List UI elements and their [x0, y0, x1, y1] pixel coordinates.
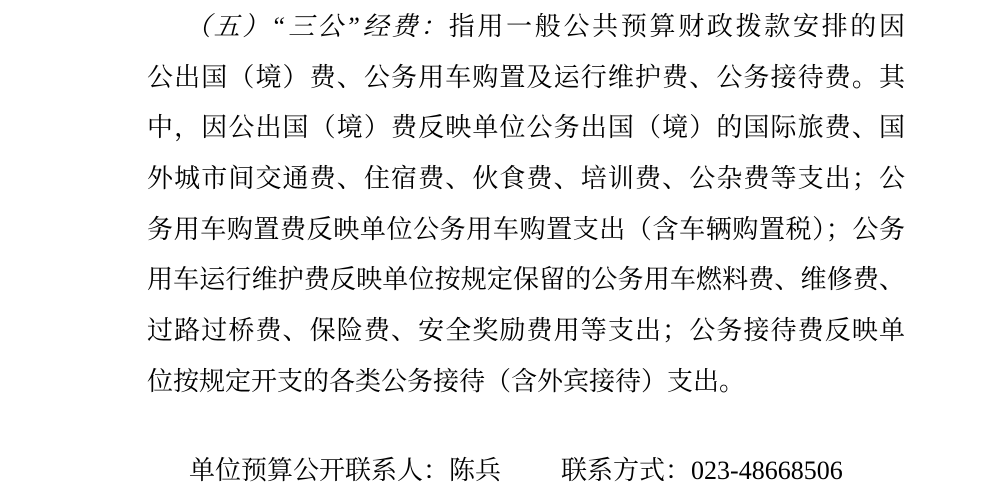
contact-person-label: 单位预算公开联系人： [189, 456, 450, 485]
paragraph-line-1-text: 指用一般公共预算财政拨款安排的因 [448, 12, 905, 41]
contact-phone-number: 023-48668506 [691, 456, 843, 485]
paragraph-line-4: 外城市间交通费、住宿费、伙食费、培训费、公杂费等支出；公 [147, 164, 905, 194]
paragraph-line-8: 位按规定开支的各类公务接待（含外宾接待）支出。 [147, 366, 746, 396]
paragraph-line-7: 过路过桥费、保险费、安全奖励费用等支出；公务接待费反映单 [147, 316, 905, 346]
paragraph-line-3: 中，因公出国（境）费反映单位公务出国（境）的国际旅费、国 [147, 113, 905, 143]
paragraph-line-1 [147, 2, 905, 53]
paragraph-line-5: 务用车购置费反映单位公务用车购置支出（含车辆购置税）；公务 [147, 214, 905, 244]
contact-info-line [189, 446, 843, 497]
three-public-expenses-paragraph [147, 2, 905, 408]
paragraph-line-2: 公出国（境）费、公务用车购置及运行维护费、公务接待费。其 [147, 62, 905, 92]
section-heading-lead: （五）“三公”经费： [185, 12, 449, 41]
paragraph-line-6: 用车运行维护费反映单位按规定保留的公务用车燃料费、维修费、 [147, 265, 905, 295]
contact-method-label: 联系方式： [561, 456, 692, 485]
contact-person-name: 陈兵 [449, 456, 502, 485]
